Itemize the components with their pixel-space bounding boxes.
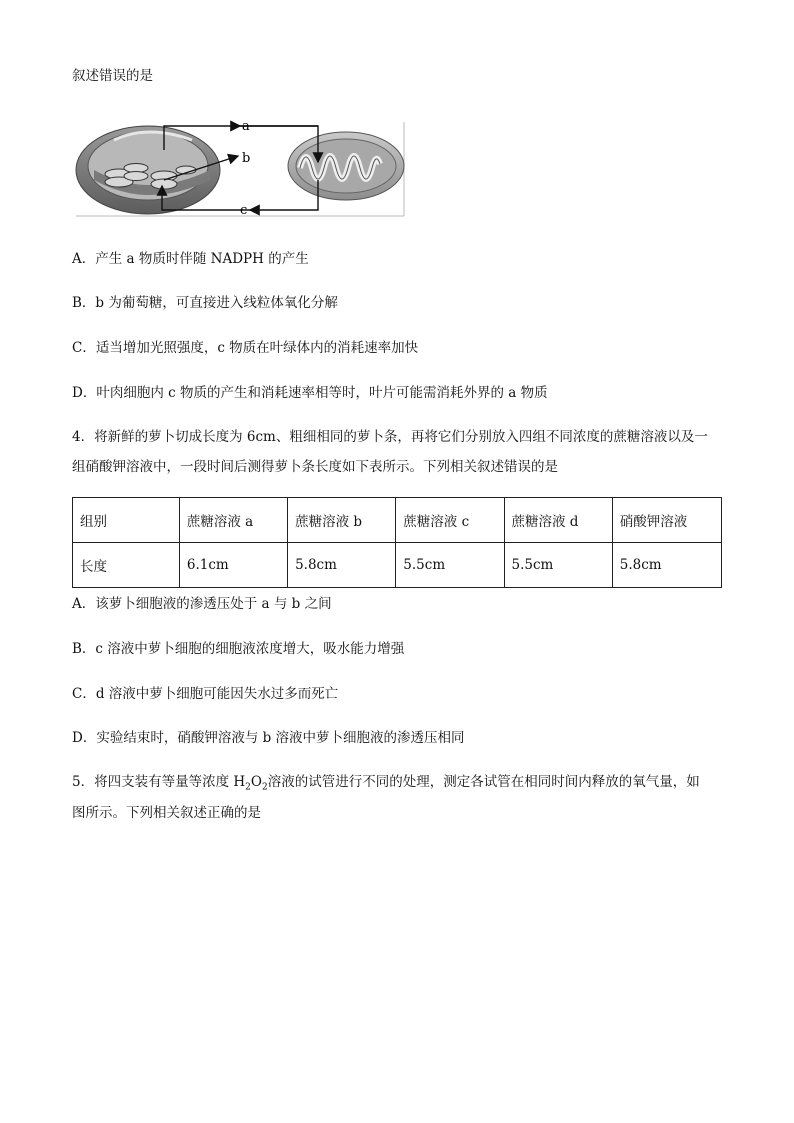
q3-option-a: A．产生 a 物质时伴随 NADPH 的产生 (72, 251, 309, 267)
q5-stem-line2: 图所示。下列相关叙述正确的是 (72, 805, 261, 821)
length-table (72, 497, 722, 588)
q3-option-b: B．b 为葡萄糖，可直接进入线粒体氧化分解 (72, 295, 338, 311)
q5-stem-pre: 5．将四支装有等量等浓度 H (72, 774, 246, 790)
mitochondrion-illustration (288, 132, 404, 200)
table-header-cell: 蔗糖溶液 d (504, 498, 612, 543)
q5-stem-post: 溶液的试管进行不同的处理，测定各试管在相同时间内释放的氧气量，如 (267, 774, 700, 790)
table-header-cell: 蔗糖溶液 c (396, 498, 504, 543)
table-cell: 6.1cm (179, 543, 287, 588)
q5-stem-mid: O (250, 774, 262, 790)
table-cell: 长度 (73, 543, 180, 588)
q4-stem-line2: 组硝酸钾溶液中，一段时间后测得萝卜条长度如下表所示。下列相关叙述错误的是 (72, 459, 558, 475)
label-b: b (242, 151, 251, 166)
table-cell: 5.5cm (504, 543, 612, 588)
q4-option-d: D．实验结束时，硝酸钾溶液与 b 溶液中萝卜细胞液的渗透压相同 (72, 730, 465, 746)
table-header-cell: 蔗糖溶液 b (288, 498, 396, 543)
table-header-cell: 组别 (73, 498, 180, 543)
q5-subscript-2: 2 (261, 782, 268, 793)
label-c: c (240, 203, 248, 218)
chloroplast-illustration (76, 126, 220, 214)
table-header-cell: 硝酸钾溶液 (612, 498, 721, 543)
q5-subscript-1: 2 (245, 782, 251, 793)
q4-option-a: A．该萝卜细胞液的渗透压处于 a 与 b 之间 (72, 596, 332, 612)
organelle-figure (74, 110, 406, 218)
q5-stem-line1 (72, 772, 700, 798)
table-cell: 5.5cm (396, 543, 504, 588)
q4-option-b: B．c 溶液中萝卜细胞的细胞液浓度增大，吸水能力增强 (72, 641, 405, 657)
q3-option-d: D．叶肉细胞内 c 物质的产生和消耗速率相等时，叶片可能需消耗外界的 a 物质 (72, 385, 548, 401)
q4-option-c: C．d 溶液中萝卜细胞可能因失水过多而死亡 (72, 686, 339, 702)
label-a: a (242, 119, 250, 134)
table-cell: 5.8cm (288, 543, 396, 588)
table-cell: 5.8cm (612, 543, 721, 588)
question-intro-text: 叙述错误的是 (72, 68, 153, 84)
table-row (73, 543, 722, 588)
table-header-row (73, 498, 722, 543)
q4-stem-line1: 4．将新鲜的萝卜切成长度为 6cm、粗细相同的萝卜条，再将它们分别放入四组不同浓度的蔗糖溶液以及一 (72, 429, 708, 445)
q3-option-c: C．适当增加光照强度，c 物质在叶绿体内的消耗速率加快 (72, 340, 419, 356)
table-header-cell: 蔗糖溶液 a (179, 498, 287, 543)
